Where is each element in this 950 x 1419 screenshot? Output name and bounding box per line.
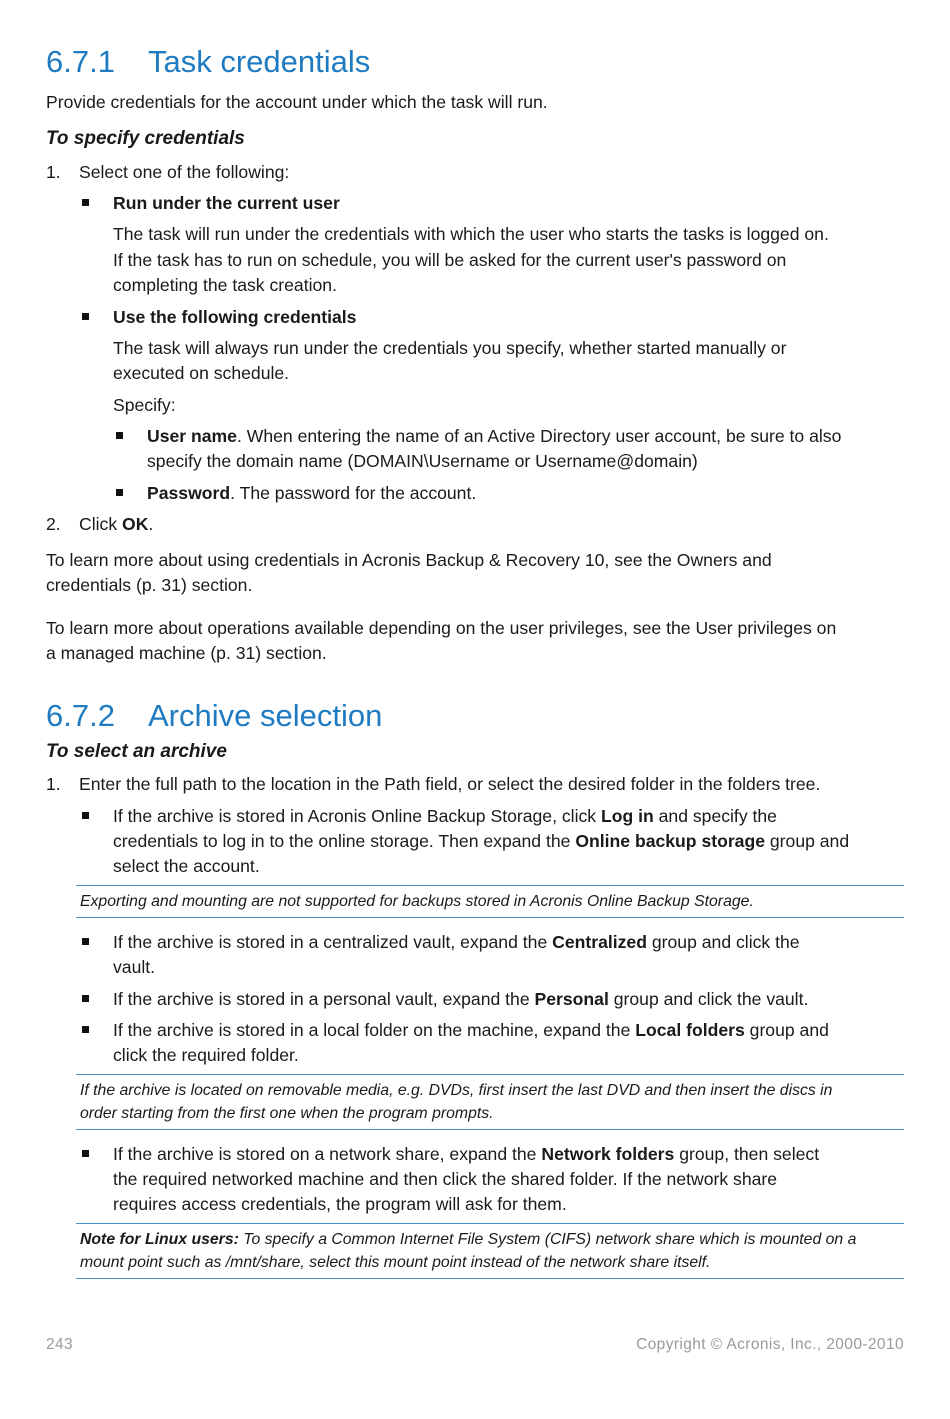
note-box-linux [76,1223,904,1279]
section-title: Task credentials [148,44,371,79]
option-description-line: completing the task creation. [113,275,337,295]
section-heading-task-credentials [46,44,370,80]
bullet-icon [82,812,89,819]
bullet-icon [82,313,89,320]
subheading-specify-credentials: To specify credentials [46,128,245,149]
bullet-icon [116,432,123,439]
note-text: Exporting and mounting are not supported for backups stored in Acronis Online Backup Storage. [80,893,754,910]
page-number: 243 [46,1336,74,1353]
option-title: Use the following credentials [113,307,357,327]
note-text: order starting from the first one when the program prompts. [80,1105,494,1122]
list-item-centralized: If the archive is stored in a centralized vault, expand the Centralized group and click the [113,932,800,952]
option-description-line: If the task has to run on schedule, you will be asked for the current user's password on [113,250,787,270]
note-box [76,1074,904,1130]
list-item-local-folders: If the archive is stored in a local folder on the machine, expand the Local folders group and [113,1020,829,1040]
list-item-personal: If the archive is stored in a personal vault, expand the Personal group and click the vault. [113,989,809,1009]
list-item-local-folders-line2: click the required folder. [113,1045,299,1065]
section-title: Archive selection [148,698,383,733]
section-number: 6.7.2 [46,698,115,733]
bullet-icon [82,1026,89,1033]
step-text: Select one of the following: [79,162,290,182]
list-item-online-storage: If the archive is stored in Acronis Online Backup Storage, click Log in and specify the [113,806,777,826]
user-name-item-line2: specify the domain name (DOMAIN\Username or Username@domain) [147,451,698,471]
step-number: 2. [46,514,61,534]
section-number: 6.7.1 [46,44,115,79]
bullet-icon [82,1150,89,1157]
user-name-item: User name. When entering the name of an Active Directory user account, be sure to also [147,426,842,446]
learn-more-text: credentials (p. 31) section. [46,575,253,595]
list-item-network-folders-line3: requires access credentials, the program will ask for them. [113,1194,567,1214]
list-item-network-folders-line2: the required networked machine and then click the shared folder. If the network share [113,1169,778,1189]
note-text: If the archive is located on removable media, e.g. DVDs, first insert the last DVD and then insert the discs in [80,1082,833,1099]
learn-more-text: a managed machine (p. 31) section. [46,643,327,663]
note-text: mount point such as /mnt/share, select this mount point instead of the network share itself. [80,1254,711,1271]
list-item-online-storage-line3: select the account. [113,856,260,876]
option-title: Run under the current user [113,193,340,213]
copyright: Copyright © Acronis, Inc., 2000-2010 [636,1336,904,1353]
option-description-line: The task will run under the credentials with which the user who starts the tasks is logged on. [113,224,829,244]
learn-more-text: To learn more about using credentials in Acronis Backup & Recovery 10, see the Owners and [46,550,772,570]
bullet-icon [116,489,123,496]
option-description-line: The task will always run under the credentials you specify, whether started manually or [113,338,787,358]
specify-label: Specify: [113,395,176,415]
bullet-icon [82,938,89,945]
learn-more-text: To learn more about operations available depending on the user privileges, see the User privileges on [46,618,837,638]
bullet-icon [82,199,89,206]
note-box [76,885,904,918]
bullet-icon [82,995,89,1002]
note-text: Note for Linux users: To specify a Common Internet File System (CIFS) network share which is mounted on a [80,1231,857,1248]
list-item-network-folders: If the archive is stored on a network share, expand the Network folders group, then select [113,1144,820,1164]
step-number: 1. [46,774,61,794]
option-description-line: executed on schedule. [113,363,290,383]
password-item: Password. The password for the account. [147,483,477,503]
section-heading-archive-selection [46,698,382,734]
step-number: 1. [46,162,61,182]
step-text: Enter the full path to the location in the Path field, or select the desired folder in the folders tree. [79,774,821,794]
list-item-online-storage-line2: credentials to log in to the online storage. Then expand the Online backup storage group and [113,831,850,851]
list-item-centralized-line2: vault. [113,957,156,977]
intro-text: Provide credentials for the account under which the task will run. [46,92,548,112]
step-text: Click OK. [79,514,154,534]
subheading-select-archive: To select an archive [46,741,227,762]
